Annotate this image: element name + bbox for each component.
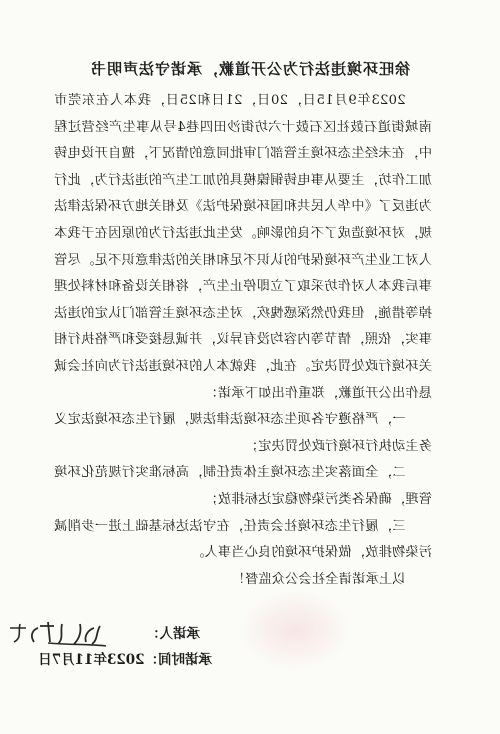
handwritten-signature	[0, 618, 110, 652]
commitment-date: 承诺时间：2023年11月7日	[38, 652, 212, 668]
paragraph-commitment-2: 二，全面落实生态环境主体责任制，高标准实行规范化环境管理，确保各类污染物稳定达标排放；	[54, 465, 432, 507]
paragraph-commitment-3: 三，履行生态环境社会责任，在守法达标基础上进一步削减污染物排放，做保护环境的良心当事人。	[54, 518, 432, 561]
paragraph-closing: 以上承诺请全社会公众监督！	[231, 571, 406, 587]
promisor-label: 承诺人：	[146, 626, 200, 642]
signature-block	[20, 620, 200, 648]
document-body	[54, 88, 432, 593]
paragraph-commitment-1: 一，严格遵守各项生态环境法律法规，履行生态环境法定义务主动执行环境行政处罚决定；	[54, 412, 432, 454]
promisor-row	[20, 620, 200, 648]
paragraph-intro: 2023年9月15日，20日，21日和25日，我本人在东莞市南城街道石鼓社区石鼓十六坊街沙田四巷4号从事生产经营过程中，在未经生态环境主管部门审批同意的情况下，擅自开设电铸加工作坊，主要从事电铸铜镍模具的加工生产的违法行为，此行为违反了《中华人民共和国环境保护法》及相关地方环保法律法规，对环境造成了不良的影响。发生此违法行为的原因在于我本人对工业生产环境保护的认识不足和相关的法律意识不足。尽管事后我本人对作坊采取了立即停止生产，将相关设备和材料处理掉等措施，但我仍然深感愧疚，对生态环境主管部门认定的违法事实，依照，情节等内容均没有异议，并诚恳接受和严格执行相关环境行政处罚决定。在此，我就本人的环境违法行为向社会诚恳作出公开道歉，郑重作出如下承诺：	[54, 93, 432, 401]
document-title: 徐旺环境违法行为公开道歉，承诺守法声明书	[90, 60, 411, 78]
stamp-mark	[240, 590, 350, 670]
